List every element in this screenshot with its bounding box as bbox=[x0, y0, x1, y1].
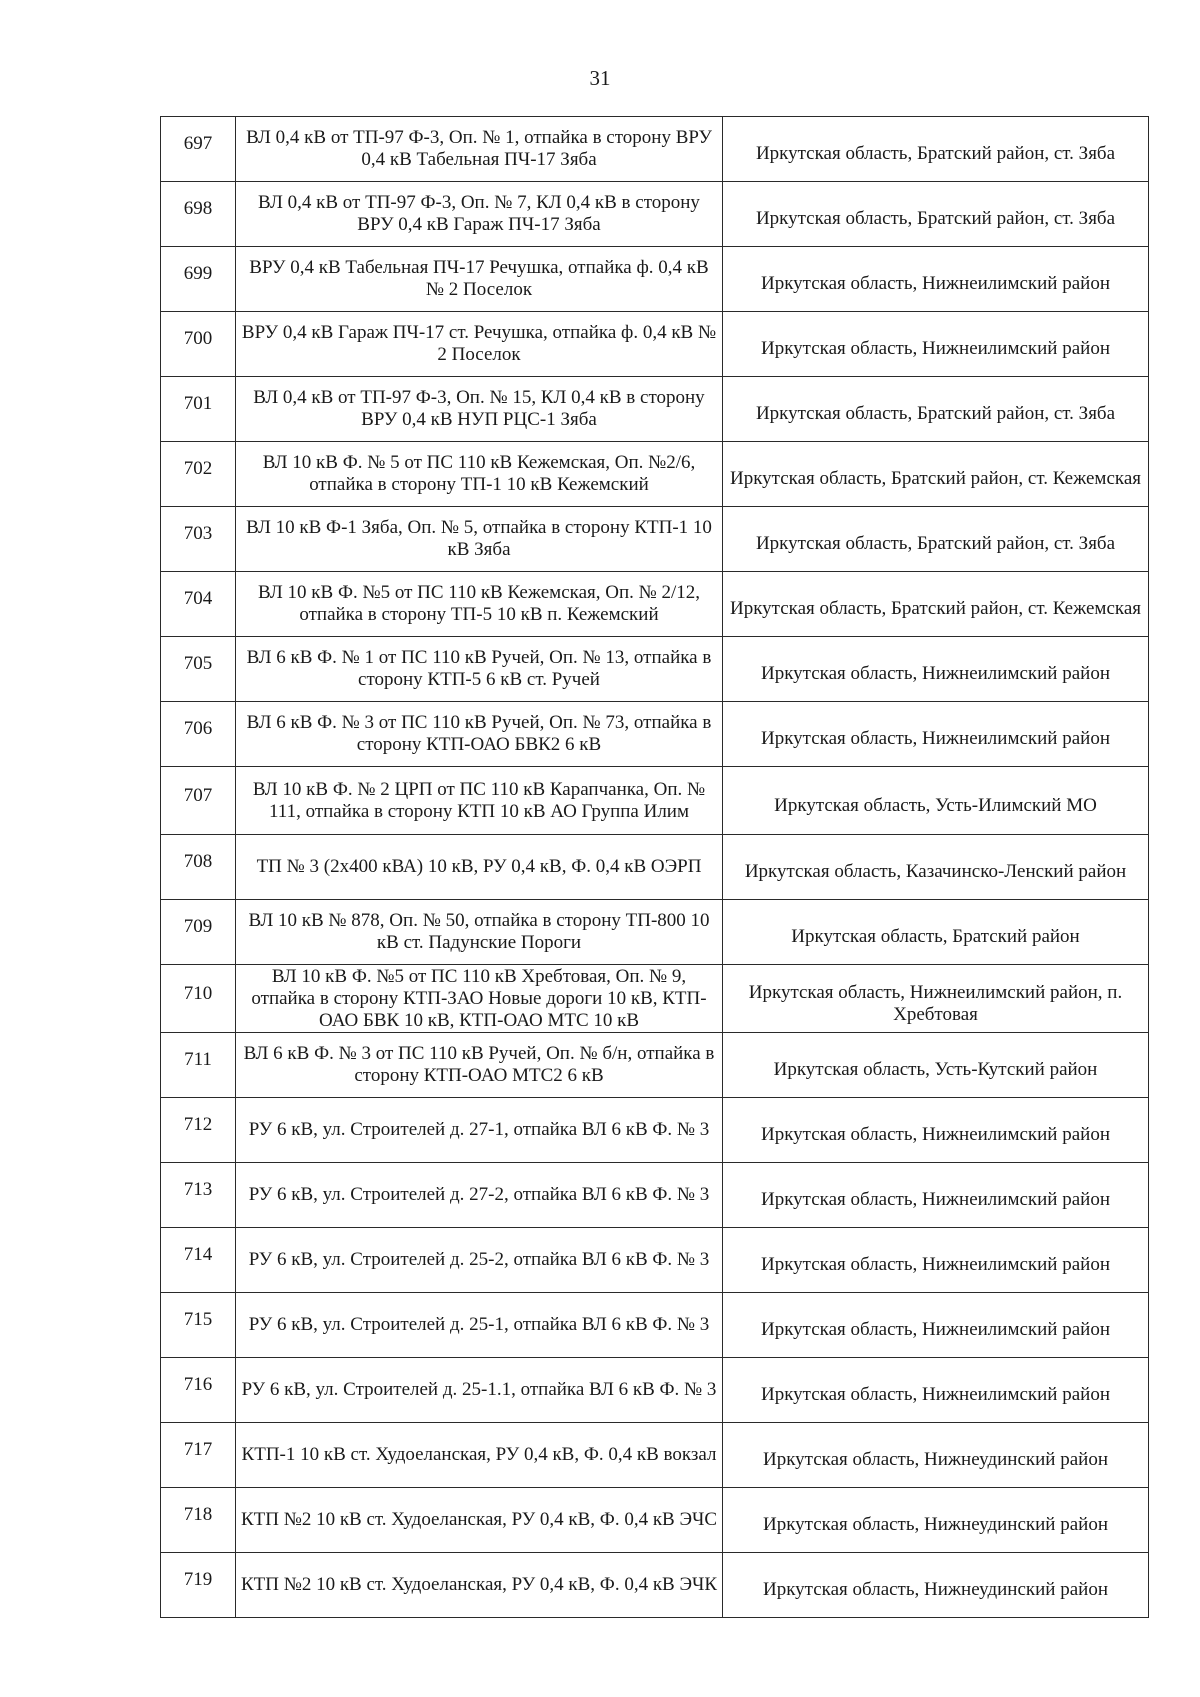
table-row bbox=[161, 312, 1149, 377]
object-location: Иркутская область, Братский район bbox=[723, 900, 1149, 965]
object-location: Иркутская область, Братский район, ст. Зяба bbox=[723, 377, 1149, 442]
object-location: Иркутская область, Нижнеилимский район bbox=[723, 312, 1149, 377]
table-row bbox=[161, 1488, 1149, 1553]
object-location: Иркутская область, Казачинско-Ленский район bbox=[723, 835, 1149, 900]
row-number: 706 bbox=[161, 702, 236, 767]
object-location: Иркутская область, Нижнеудинский район bbox=[723, 1488, 1149, 1553]
object-location: Иркутская область, Нижнеилимский район bbox=[723, 1293, 1149, 1358]
object-location: Иркутская область, Нижнеилимский район bbox=[723, 1358, 1149, 1423]
row-number: 714 bbox=[161, 1228, 236, 1293]
row-number: 705 bbox=[161, 637, 236, 702]
table-row bbox=[161, 1293, 1149, 1358]
object-location: Иркутская область, Усть-Кутский район bbox=[723, 1033, 1149, 1098]
object-name: КТП №2 10 кВ ст. Худоеланская, РУ 0,4 кВ, Ф. 0,4 кВ ЭЧС bbox=[236, 1488, 723, 1553]
row-number: 715 bbox=[161, 1293, 236, 1358]
object-name: РУ 6 кВ, ул. Строителей д. 25-1.1, отпайка ВЛ 6 кВ Ф. № 3 bbox=[236, 1358, 723, 1423]
row-number: 697 bbox=[161, 117, 236, 182]
object-name: ВРУ 0,4 кВ Гараж ПЧ-17 ст. Речушка, отпайка ф. 0,4 кВ № 2 Поселок bbox=[236, 312, 723, 377]
object-name: ВЛ 0,4 кВ от ТП-97 Ф-3, Оп. № 7, КЛ 0,4 кВ в сторону ВРУ 0,4 кВ Гараж ПЧ-17 Зяба bbox=[236, 182, 723, 247]
object-name: ВЛ 6 кВ Ф. № 3 от ПС 110 кВ Ручей, Оп. № б/н, отпайка в сторону КТП-ОАО МТС2 6 кВ bbox=[236, 1033, 723, 1098]
row-number: 703 bbox=[161, 507, 236, 572]
row-number: 699 bbox=[161, 247, 236, 312]
table-row bbox=[161, 900, 1149, 965]
table-row bbox=[161, 1163, 1149, 1228]
row-number: 710 bbox=[161, 965, 236, 1033]
table-row bbox=[161, 182, 1149, 247]
object-name: ВЛ 6 кВ Ф. № 3 от ПС 110 кВ Ручей, Оп. № 73, отпайка в сторону КТП-ОАО БВК2 6 кВ bbox=[236, 702, 723, 767]
row-number: 717 bbox=[161, 1423, 236, 1488]
row-number: 719 bbox=[161, 1553, 236, 1618]
object-location: Иркутская область, Нижнеилимский район bbox=[723, 1098, 1149, 1163]
table-row bbox=[161, 702, 1149, 767]
page-number: 31 bbox=[589, 66, 611, 90]
table-row bbox=[161, 1358, 1149, 1423]
row-number: 713 bbox=[161, 1163, 236, 1228]
object-location: Иркутская область, Нижнеилимский район bbox=[723, 1163, 1149, 1228]
object-name: РУ 6 кВ, ул. Строителей д. 25-1, отпайка ВЛ 6 кВ Ф. № 3 bbox=[236, 1293, 723, 1358]
row-number: 701 bbox=[161, 377, 236, 442]
object-name: РУ 6 кВ, ул. Строителей д. 27-1, отпайка ВЛ 6 кВ Ф. № 3 bbox=[236, 1098, 723, 1163]
object-location: Иркутская область, Нижнеилимский район bbox=[723, 637, 1149, 702]
object-location: Иркутская область, Нижнеилимский район bbox=[723, 1228, 1149, 1293]
row-number: 702 bbox=[161, 442, 236, 507]
row-number: 716 bbox=[161, 1358, 236, 1423]
object-name: РУ 6 кВ, ул. Строителей д. 25-2, отпайка ВЛ 6 кВ Ф. № 3 bbox=[236, 1228, 723, 1293]
object-location: Иркутская область, Братский район, ст. Зяба bbox=[723, 507, 1149, 572]
object-name: ТП № 3 (2х400 кВА) 10 кВ, РУ 0,4 кВ, Ф. 0,4 кВ ОЭРП bbox=[236, 835, 723, 900]
row-number: 711 bbox=[161, 1033, 236, 1098]
object-location: Иркутская область, Братский район, ст. Зяба bbox=[723, 182, 1149, 247]
object-name: ВЛ 10 кВ № 878, Оп. № 50, отпайка в сторону ТП-800 10 кВ ст. Падунские Пороги bbox=[236, 900, 723, 965]
object-name: КТП №2 10 кВ ст. Худоеланская, РУ 0,4 кВ, Ф. 0,4 кВ ЭЧК bbox=[236, 1553, 723, 1618]
object-name: КТП-1 10 кВ ст. Худоеланская, РУ 0,4 кВ, Ф. 0,4 кВ вокзал bbox=[236, 1423, 723, 1488]
table-row bbox=[161, 117, 1149, 182]
table-row bbox=[161, 442, 1149, 507]
object-location: Иркутская область, Усть-Илимский МО bbox=[723, 767, 1149, 835]
table-row bbox=[161, 572, 1149, 637]
object-location: Иркутская область, Братский район, ст. Кежемская bbox=[723, 572, 1149, 637]
object-location: Иркутская область, Братский район, ст. Зяба bbox=[723, 117, 1149, 182]
row-number: 698 bbox=[161, 182, 236, 247]
table-row bbox=[161, 377, 1149, 442]
object-location: Иркутская область, Нижнеудинский район bbox=[723, 1423, 1149, 1488]
object-name: ВЛ 10 кВ Ф. № 5 от ПС 110 кВ Кежемская, Оп. №2/6, отпайка в сторону ТП-1 10 кВ Кежемский bbox=[236, 442, 723, 507]
object-location: Иркутская область, Братский район, ст. Кежемская bbox=[723, 442, 1149, 507]
objects-table bbox=[160, 116, 1149, 1618]
table-row bbox=[161, 767, 1149, 835]
table-row bbox=[161, 507, 1149, 572]
table-row bbox=[161, 965, 1149, 1033]
object-location: Иркутская область, Нижнеилимский район bbox=[723, 702, 1149, 767]
row-number: 718 bbox=[161, 1488, 236, 1553]
object-location: Иркутская область, Нижнеилимский район, п. Хребтовая bbox=[723, 965, 1149, 1033]
row-number: 708 bbox=[161, 835, 236, 900]
table-row bbox=[161, 1098, 1149, 1163]
object-location: Иркутская область, Нижнеудинский район bbox=[723, 1553, 1149, 1618]
object-name: ВЛ 0,4 кВ от ТП-97 Ф-3, Оп. № 1, отпайка в сторону ВРУ 0,4 кВ Табельная ПЧ-17 Зяба bbox=[236, 117, 723, 182]
object-name: ВЛ 6 кВ Ф. № 1 от ПС 110 кВ Ручей, Оп. № 13, отпайка в сторону КТП-5 6 кВ ст. Ручей bbox=[236, 637, 723, 702]
table-row bbox=[161, 1033, 1149, 1098]
row-number: 707 bbox=[161, 767, 236, 835]
row-number: 712 bbox=[161, 1098, 236, 1163]
object-name: ВЛ 10 кВ Ф. №5 от ПС 110 кВ Кежемская, Оп. № 2/12, отпайка в сторону ТП-5 10 кВ п. Кежемский bbox=[236, 572, 723, 637]
row-number: 700 bbox=[161, 312, 236, 377]
row-number: 709 bbox=[161, 900, 236, 965]
table-row bbox=[161, 1423, 1149, 1488]
object-name: ВЛ 10 кВ Ф. № 2 ЦРП от ПС 110 кВ Карапчанка, Оп. № 111, отпайка в сторону КТП 10 кВ АО Группа Илим bbox=[236, 767, 723, 835]
object-name: ВЛ 0,4 кВ от ТП-97 Ф-3, Оп. № 15, КЛ 0,4 кВ в сторону ВРУ 0,4 кВ НУП РЦС-1 Зяба bbox=[236, 377, 723, 442]
object-name: ВЛ 10 кВ Ф. №5 от ПС 110 кВ Хребтовая, Оп. № 9, отпайка в сторону КТП-ЗАО Новые дороги 10 кВ, КТП- ОАО БВК 10 кВ, КТП-ОАО МТС 10 кВ bbox=[236, 965, 723, 1033]
table-row bbox=[161, 637, 1149, 702]
table-row bbox=[161, 1228, 1149, 1293]
object-location: Иркутская область, Нижнеилимский район bbox=[723, 247, 1149, 312]
object-name: ВЛ 10 кВ Ф-1 Зяба, Оп. № 5, отпайка в сторону КТП-1 10 кВ Зяба bbox=[236, 507, 723, 572]
table-row bbox=[161, 835, 1149, 900]
object-name: ВРУ 0,4 кВ Табельная ПЧ-17 Речушка, отпайка ф. 0,4 кВ № 2 Поселок bbox=[236, 247, 723, 312]
object-name: РУ 6 кВ, ул. Строителей д. 27-2, отпайка ВЛ 6 кВ Ф. № 3 bbox=[236, 1163, 723, 1228]
table-row bbox=[161, 247, 1149, 312]
row-number: 704 bbox=[161, 572, 236, 637]
table-row bbox=[161, 1553, 1149, 1618]
